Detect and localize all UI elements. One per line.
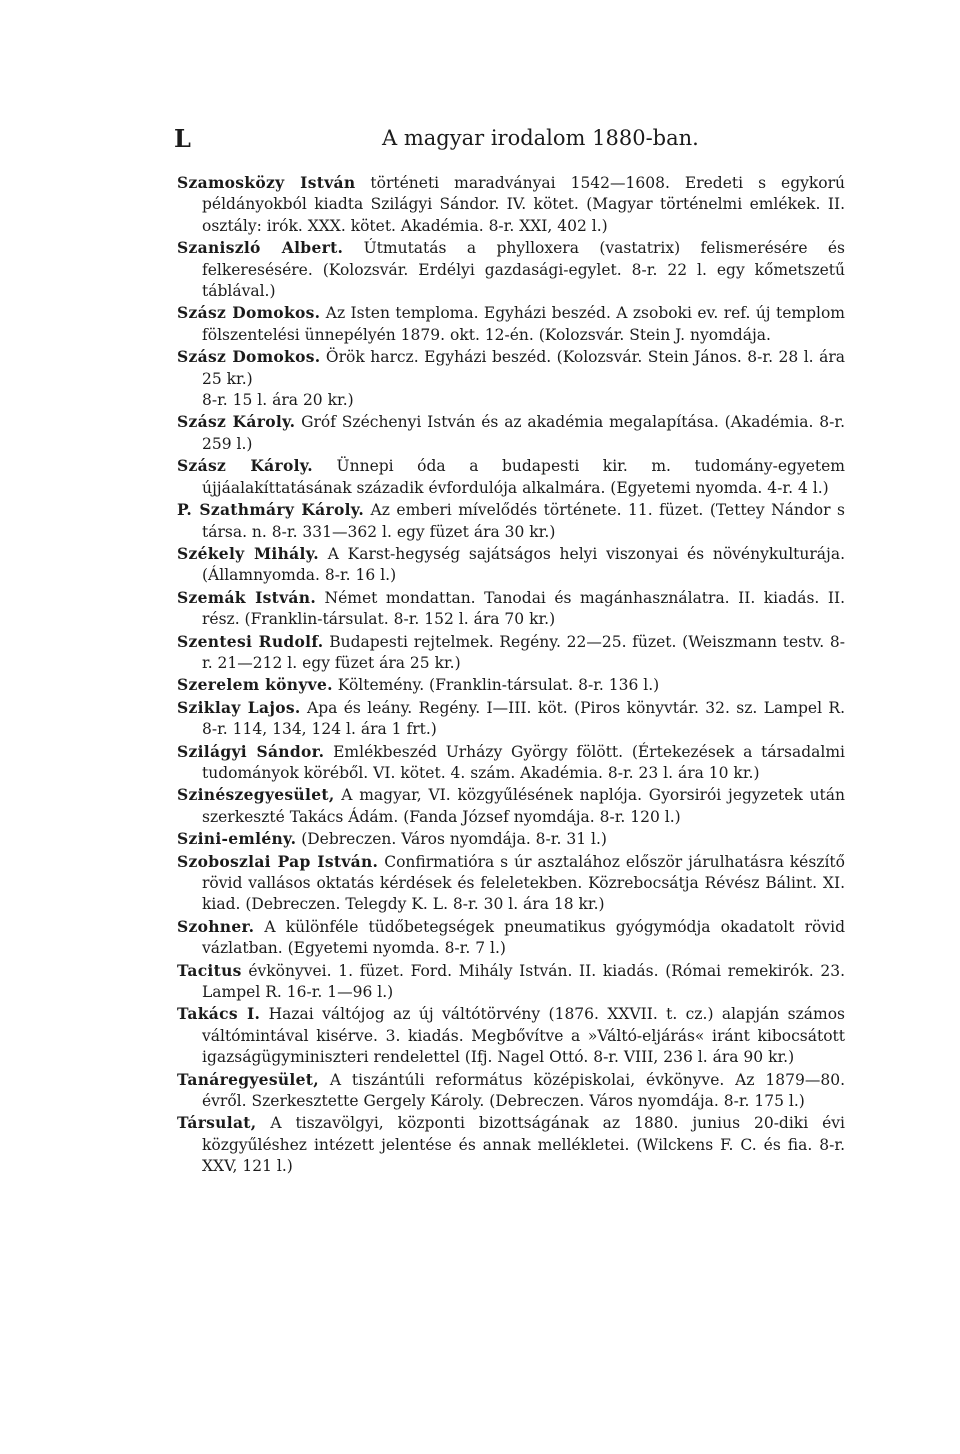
entry-text: évkönyvei. 1. füzet. Ford. Mihály István. II. kiadás. (Római remekirók. 23. Lampel R. 16-r. 1—96 l.) [202, 961, 845, 1002]
entry-text: Német mondattan. Tanodai és magánhasználatra. II. kiadás. II. rész. (Franklin-társulat. 8-r. 152 l. ára 70 kr.) [202, 588, 846, 629]
entry-text: Confirmatióra s úr asztalához először járulhatásra készítő rövid vallásos oktatás kérdések és feleletekben. Közrebocsátja Révész Bálint. XI. kiad. (Debreczen. Telegdy K. L. 8-r. 30 l. ára 18 kr.) [202, 852, 845, 914]
entry-text: (Debreczen. Város nyomdája. 8-r. 31 l.) [296, 830, 607, 849]
bibliography-entry [177, 172, 845, 237]
bibliography-entry [177, 390, 845, 411]
bibliography-entry [177, 674, 845, 696]
entry-author: Tacitus [177, 960, 242, 980]
entry-text: Az emberi mívelődés története. 11. füzet. (Tettey Nándor s társa. n. 8-r. 331—362 l. egy füzet ára 30 kr.) [202, 501, 845, 541]
entry-text: Hazai váltójog az új váltótörvény (1876. XXVII. t. cz.) alapján számos váltómintával kisérve. 3. kiadás. Megbővítve a »Váltó-eljárás« iránt kibocsátott igazságügyminiszteri rendelettel (Ifj. Nagel Ottó. 8-r. VIII, 236 l. ára 90 kr.) [202, 1005, 845, 1067]
bibliography-entry [177, 741, 845, 785]
running-title: A magyar irodalom 1880-ban. [382, 126, 699, 150]
bibliography-entry [177, 784, 845, 828]
entry-author: Társulat, [177, 1113, 257, 1133]
entry-text: Ünnepi óda a budapesti kir. m. tudomány-egyetem újjáalakíttatásának századik évfordulója alkalmára. (Egyetemi nyomda. 4-r. 4 l.) [202, 457, 845, 497]
bibliography-entry [177, 1003, 845, 1068]
bibliography-entry [177, 851, 845, 916]
entry-text: Örök harcz. Egyházi beszéd. (Kolozsvár. Stein János. 8-r. 28 l. ára 25 kr.) [202, 348, 845, 388]
entry-author: Szinészegyesület, [177, 785, 335, 805]
bibliography-list [177, 172, 845, 1178]
entry-text: A Karst-hegység sajátságos helyi viszonyai és növénykulturája. (Államnyomda. 8-r. 16 l.) [202, 544, 845, 585]
bibliography-entry [177, 346, 845, 390]
bibliography-entry [177, 455, 845, 499]
entry-author: Szini-emlény. [177, 829, 297, 849]
entry-text: Az Isten temploma. Egyházi beszéd. A zsoboki ev. ref. új templom fölszentelési ünnepélyén 1879. okt. 12-én. (Kolozsvár. Stein J. nyomdája. [202, 304, 846, 344]
entry-author: Szamosközy István [177, 173, 356, 192]
entry-text: A magyar, VI. közgyűlésének naplója. Gyorsirói jegyzetek után szerkeszté Takács Ádám. (Fanda József nyomdája. 8-r. 120 l.) [202, 786, 845, 826]
bibliography-entry [177, 237, 845, 302]
entry-author: Székely Mihály. [177, 543, 319, 563]
bibliography-entry [177, 302, 845, 346]
entry-author: Szohner. [177, 916, 255, 936]
bibliography-entry [177, 828, 845, 850]
entry-author: Szász Domokos. [177, 303, 321, 323]
bibliography-entry [177, 960, 845, 1004]
entry-text: Gróf Széchenyi István és az akadémia megalapítása. (Akadémia. 8-r. 259 l.) [202, 413, 845, 453]
bibliography-entry [177, 543, 845, 587]
entry-author: Szilágyi Sándor. [177, 741, 325, 761]
entry-author: Takács I. [177, 1004, 261, 1024]
bibliography-entry [177, 697, 845, 741]
bibliography-entry [177, 587, 845, 631]
bibliography-entry [177, 631, 845, 675]
entry-text: 8-r. 15 l. ára 20 kr.) [202, 391, 354, 410]
entry-text: Költemény. (Franklin-társulat. 8-r. 136 l.) [332, 676, 660, 695]
entry-text: Útmutatás a phylloxera (vastatrix) felismerésére és felkeresésére. (Kolozsvár. Erdélyi gazdasági-egylet. 8-r. 22 l. egy kőmetszetű táblával.) [202, 239, 845, 301]
page-header [0, 124, 960, 156]
page-number: L [174, 124, 191, 153]
entry-author: Szemák István. [177, 587, 317, 607]
entry-author: Szoboszlai Pap István. [177, 851, 379, 871]
entry-author: Tanáregyesület, [177, 1069, 319, 1089]
bibliography-entry [177, 499, 845, 543]
entry-text: történeti maradványai 1542—1608. Eredeti s egykorú példányokból kiadta Szilágyi Sándor. IV. kötet. (Magyar történelmi emlékek. II. osztály: irók. XXX. kötet. Akadémia. 8-r. XXI, 402 l.) [202, 174, 845, 235]
entry-author: Szász Károly. [177, 412, 296, 432]
entry-author: Szász Károly. [177, 456, 314, 476]
bibliography-entry [177, 1069, 845, 1113]
entry-text: Emlékbeszéd Urházy György fölött. (Értekezések a társadalmi tudományok köréből. VI. kötet. 4. szám. Akadémia. 8-r. 23 l. ára 10 kr.) [202, 742, 845, 782]
entry-author: Szentesi Rudolf. [177, 631, 324, 651]
entry-author: P. Szathmáry Károly. [177, 500, 365, 520]
entry-text: A tiszavölgyi, központi bizottságának az 1880. junius 20-diki évi közgyűléshez intézett jelentése és annak mellékletei. (Wilckens F. C. és fia. 8-r. XXV, 121 l.) [202, 1114, 845, 1176]
bibliography-entry [177, 916, 845, 960]
entry-author: Sziklay Lajos. [177, 697, 301, 717]
bibliography-entry [177, 411, 845, 455]
entry-author: Szerelem könyve. [177, 675, 333, 695]
bibliography-entry [177, 1112, 845, 1177]
entry-text: A tiszántúli református középiskolai, évkönyve. Az 1879—80. évről. Szerkesztette Gergely Károly. (Debreczen. Város nyomdája. 8-r. 175 l.) [202, 1070, 845, 1111]
entry-author: Szaniszló Albert. [177, 238, 344, 258]
entry-text: Apa és leány. Regény. I—III. köt. (Piros könyvtár. 32. sz. Lampel R. 8-r. 114, 134, 124 l. ára 1 frt.) [202, 698, 845, 739]
entry-author: Szász Domokos. [177, 347, 321, 367]
entry-text: A különféle tüdőbetegségek pneumatikus gyógymódja okadatolt rövid vázlatban. (Egyetemi nyomda. 8-r. 7 l.) [202, 917, 845, 958]
entry-text: Budapesti rejtelmek. Regény. 22—25. füzet. (Weiszmann testv. 8-r. 21—212 l. egy füzet ára 25 kr.) [202, 632, 846, 672]
